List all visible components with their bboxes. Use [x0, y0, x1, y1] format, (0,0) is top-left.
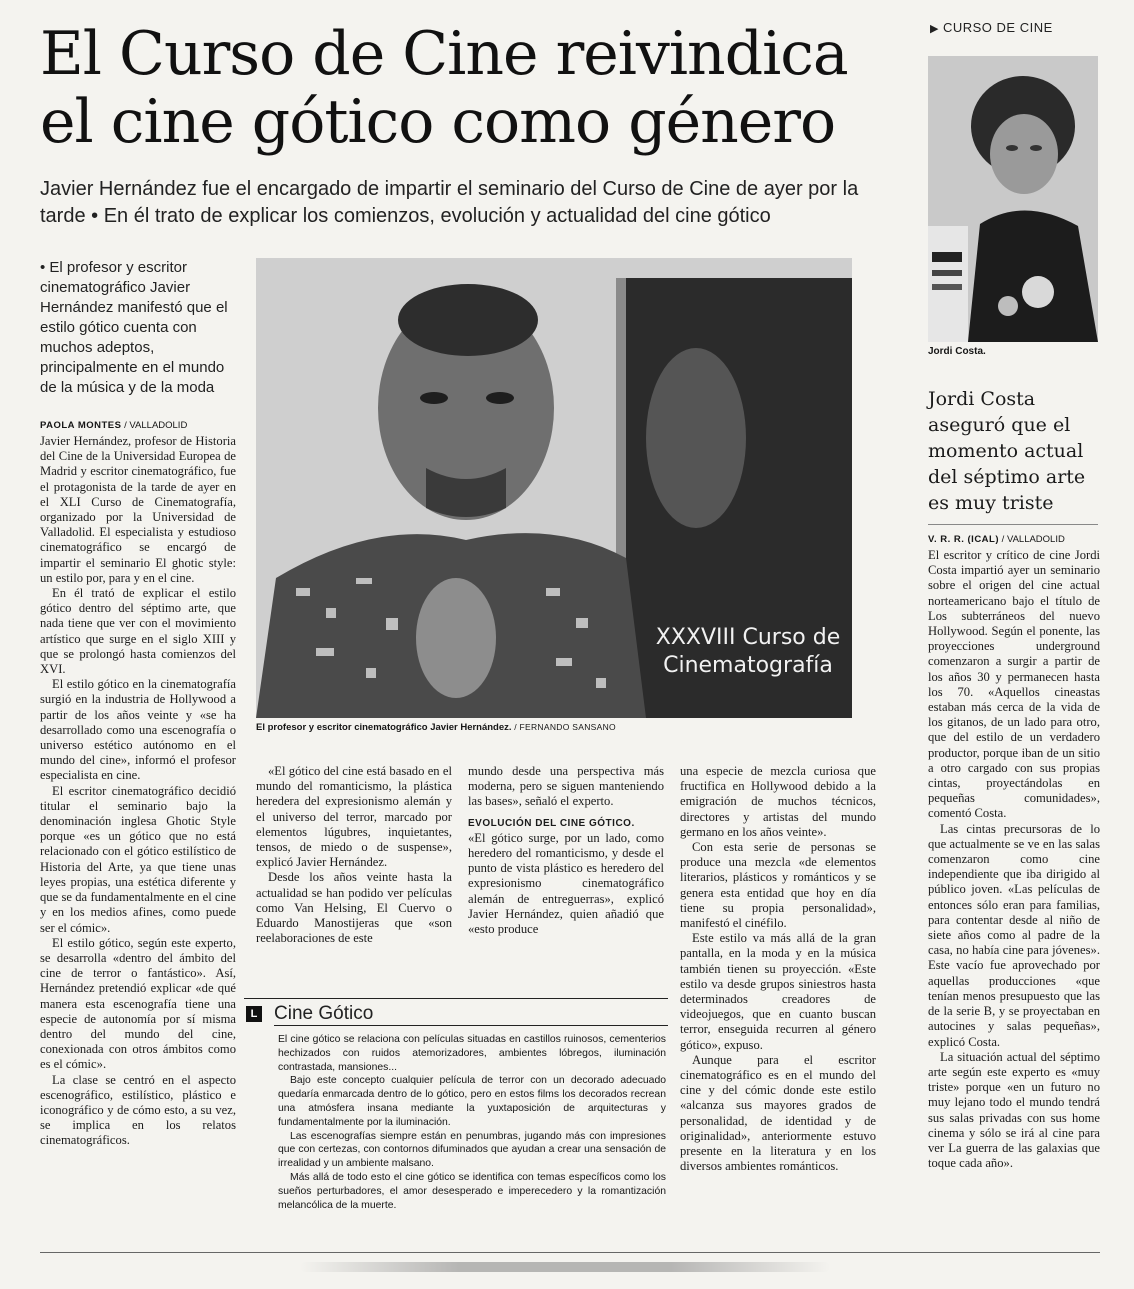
article-column-3	[468, 764, 664, 994]
section-tag	[930, 20, 1053, 35]
paragraph: La clase se centró en el aspecto escenográfico, estilístico, plástico e iconográfico y de cómo esto, a su vez, se implica en los relatos cinematográficos.	[40, 1072, 236, 1148]
article-column-1	[40, 434, 236, 1248]
paragraph: El estilo gótico en la cinematografía surgió en la industria de Hollywood a partir de los años veinte y «se ha desarrollado como una escenografía o universo estético autónomo en el mundo del cine», informó el profesor especialista en cine.	[40, 677, 236, 783]
box-paragraph: El cine gótico se relaciona con películas situadas en castillos ruinosos, cementerios hechizados con ruidos atemorizadores, ambientes lóbregos, iluminación contrastada, mansiones...	[278, 1034, 666, 1073]
paragraph: Desde los años veinte hasta la actualidad se han podido ver películas como Van Helsing, El Cuervo o Eduardo Manostijeras que «son reelaboraciones de este	[256, 870, 452, 946]
box-paragraph: Las escenografías siempre están en penumbras, jugando más con impresiones que con certezas, con contornos difuminados que ayudan a crear una sensación de irrealidad y un ambiente malsano.	[278, 1130, 666, 1170]
side-paragraph: La situación actual del séptimo arte según este experto es «muy triste» porque «en un futuro no muy lejano todo el mundo tendrá sus salas privadas con sus home cinema y sólo se irá al cine para ver La guerra de las galaxias que toque cada año».	[928, 1049, 1100, 1171]
intertitle: EVOLUCIÓN DEL CINE GÓTICO.	[468, 817, 635, 829]
paragraph: Javier Hernández, profesor de Historia del Cine de la Universidad Europea de Madrid y escritor cinematográfico, fue el protagonista de la tarde de ayer en el XLI Curso de Cinematografía, organizado por la Universidad de Valladolid. El especialista y estudioso cinematográfico se encargó de impartir el seminario El ghotic style: un estilo por, para y en el cine.	[40, 434, 236, 585]
article-column-4	[680, 764, 876, 1248]
paragraph: El estilo gótico, según este experto, se desarrolla «dentro del ámbito del cine de terror o fantástico». Así, Hernández pretendió explicar «de qué manera esta escenografía tiene una especie de autonomía por sí misma dentro del mundo del cine, conexionada con otros ámbitos como es el cómic».	[40, 935, 236, 1072]
paragraph: Con esta serie de personas se produce una mezcla «de elementos literarios, plásticos y románticos y se genera esta entidad que hoy en día tiene su propia personalidad», manifestó el cinéfilo.	[680, 840, 876, 931]
section-tag-label: CURSO DE CINE	[942, 20, 1053, 35]
paragraph: mundo desde una perspectiva más moderna, pero se siguen manteniendo las bases», señaló el experto.	[468, 764, 664, 809]
main-photo	[256, 258, 852, 718]
box-header	[244, 1003, 668, 1025]
paragraph: El escritor cinematográfico decidió titular el seminario bajo la denominación inglesa Ghotic Style porque «es un gótico que no está relacionado con el gótico estilístico de Historia del Arte, ya que tiene unas leyes propias, una estética diferente y que se da fundamentalmente en el cine y en los medios afines, como puede ser el cómic».	[40, 783, 236, 935]
lead-summary: • El profesor y escritor cinematográfico Javier Hernández manifestó que el estilo gótico cuenta con muchos adeptos, principalmente en el mundo de la música y de la moda	[40, 259, 228, 396]
box-paragraph: Bajo este concepto cualquier película de terror con un decorado adecuado quedaría enmarcada dentro de lo gótico, pero en estos films los decorados recrean una atmósfera insana mediante la yuxtaposición de arquitecturas y fundamentalmente por la iluminación.	[278, 1075, 666, 1128]
divider	[928, 524, 1098, 525]
divider	[274, 1025, 668, 1026]
article-column-2	[256, 764, 452, 994]
byline: PAOLA MONTES / VALLADOLID	[40, 420, 188, 431]
box-title: Cine Gótico	[274, 1003, 374, 1024]
bottom-divider	[40, 1252, 1100, 1253]
byline-author: PAOLA MONTES	[40, 420, 122, 431]
side-headline: Jordi Costa aseguró que el momento actual del séptimo arte es muy triste	[928, 388, 1086, 514]
headline	[40, 20, 900, 156]
side-article-body	[928, 548, 1100, 1248]
side-byline-place: VALLADOLID	[1006, 534, 1065, 545]
portrait-jordi-costa	[928, 56, 1098, 342]
side-photo	[928, 56, 1098, 342]
byline-place: VALLADOLID	[129, 420, 188, 431]
paragraph: En él trató de explicar el estilo gótico dentro del séptimo arte, que nada tiene que ver con el movimiento artístico que surge en el siglo XIII y que se prolongó hasta comienzos del XVI.	[40, 586, 236, 677]
sidebar-box-cine-gotico	[244, 998, 668, 1245]
side-byline: V. R. R. (ICAL) / VALLADOLID	[928, 534, 1065, 545]
paragraph: Este estilo va más allá de la gran pantalla, en la moda y en la música también tienen su proyección. «Este estilo va desde grupos siniestros hasta determinados creadores de videojuegos, que en cuanto buscan terror, enseguida recurren al género gótico», expuso.	[680, 931, 876, 1052]
paragraph: Aunque para el escritor cinematográfico es en el mundo del cine y del cómic donde este estilo «alcanza sus mayores grados de personalidad, de identidad y de originalidad», anteriormente estuvo presente en la literatura y en los diversos ambientes románticos.	[680, 1052, 876, 1174]
box-paragraph: Más allá de todo esto el cine gótico se identifica con temas específicos como los sueños perturbadores, el amor desesperado e imperecedero y la romantización melancólica de la muerte.	[278, 1171, 666, 1211]
paragraph: «El gótico surge, por un lado, como heredero del romanticismo, y desde el punto de vista plástico es heredero del expresionismo cinematográfico alemán de entreguerras», explicó Javier Hernández, quien añadió que «esto produce	[468, 830, 664, 937]
headline-line-1: El Curso de Cine reivindica	[40, 19, 848, 89]
photo-credit: / FERNANDO SANSANO	[514, 722, 616, 732]
arrow-right-icon: ▶	[930, 23, 939, 35]
headline-line-2: el cine gótico como género	[40, 87, 836, 157]
side-photo-caption: Jordi Costa.	[928, 346, 986, 357]
subheadline: Javier Hernández fue el encargado de impartir el seminario del Curso de Cine de ayer por la tarde • En él trato de explicar los comienzos, evolución y actualidad del cine gótico	[40, 178, 859, 227]
side-byline-author: V. R. R. (ICAL)	[928, 534, 1000, 545]
banner-line-1: XXXVIII Curso de	[655, 625, 841, 650]
page-edge-decoration	[300, 1262, 830, 1272]
photo-caption	[256, 722, 852, 733]
paragraph: una especie de mezcla curiosa que fructifica en Hollywood debido a la emigración de muchos técnicos, directores y artistas del mundo germano en los años veinte».	[680, 764, 876, 839]
photo-caption-text: El profesor y escritor cinematográfico Javier Hernández.	[256, 722, 512, 733]
section-marker-icon: L	[246, 1006, 262, 1022]
box-body	[278, 1033, 666, 1212]
side-paragraph: Las cintas precursoras de lo que actualmente se ve en las salas comenzaron como cine independiente que iba dirigido al público joven. «Las películas de entonces sólo eran para familias, para contentar desde al niño de siete años como al padre de la casa, no había cine para jóvenes». Este vacío fue aprovechado por aquellas producciones «que tenían menos presupuesto que las de la serie B, y se proyectaban en autocines y salas pequeñas», explicó Costa.	[928, 821, 1100, 1049]
side-paragraph: El escritor y crítico de cine Jordi Costa impartió ayer un seminario sobre el origen del cine actual norteamericano bajo el título de Los subterráneos del nuevo Hollywood. Según el ponente, las proyecciones underground comenzaron a surgir a partir de los años 30 y permanecen hasta los 70. «Aquellos cineastas estaban más cerca de la vida de los gitanos, de un lado para otro, que del estilo de un verdadero productor, porque iban de un sitio a otro cargado con sus propias cintas, proyectándolas en pequeñas comunidades», comentó Costa.	[928, 548, 1100, 821]
banner-line-2: Cinematografía	[663, 653, 833, 678]
paragraph: «El gótico del cine está basado en el mundo del romanticismo, la plástica heredera del expresionismo alemán y el universo del terror, marcado por elementos lúgubres, inquietantes, tensos, de miedo o de suspense», explicó Javier Hernández.	[256, 764, 452, 870]
photo-banner-text	[648, 624, 848, 680]
